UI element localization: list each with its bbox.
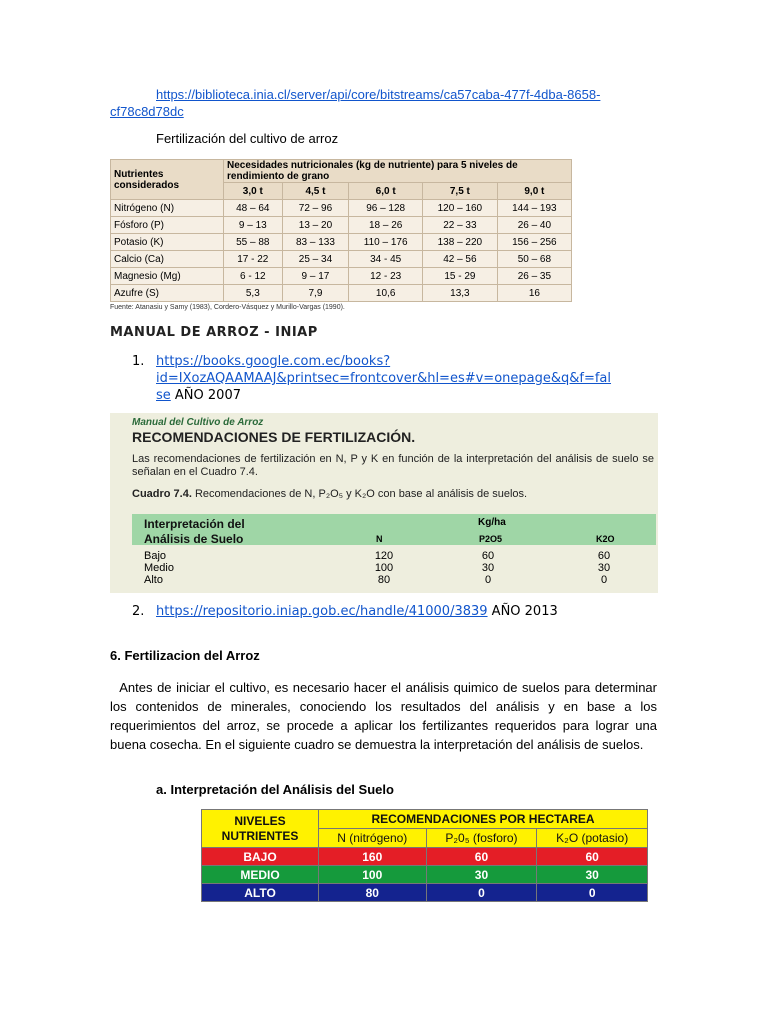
- list-item: [132, 603, 662, 620]
- th-needs: Necesidades nutricionales (kg de nutriente) para 5 niveles de rendimiento de grano: [224, 160, 572, 183]
- cell: 34 - 45: [349, 251, 423, 268]
- th-col: K₂O (potasio): [537, 829, 648, 848]
- th-recommendations: RECOMENDACIONES POR HECTAREA: [319, 810, 648, 829]
- scan-cell: 0: [484, 574, 492, 586]
- th-niveles: [202, 810, 319, 848]
- cell: 100: [319, 866, 427, 884]
- link-inia-line1[interactable]: https://biblioteca.inia.cl/server/api/core/bitstreams/ca57caba-477f-4dba-8658-: [156, 87, 601, 102]
- row-label: Calcio (Ca): [111, 251, 224, 268]
- th-nutrients: Nutrientes considerados: [111, 160, 224, 200]
- th-level: 6,0 t: [349, 183, 423, 200]
- table-row: [111, 285, 572, 302]
- th-line: NUTRIENTES: [221, 828, 299, 843]
- scan-cell: 30: [597, 562, 611, 574]
- manual-title: MANUAL DE ARROZ - INIAP: [110, 325, 318, 340]
- year-text: AÑO 2013: [487, 604, 558, 619]
- row-label: Potasio (K): [111, 234, 224, 251]
- list-number: 1.: [132, 354, 145, 369]
- cell: 17 - 22: [224, 251, 283, 268]
- cell: 144 – 193: [497, 200, 571, 217]
- cell: 72 – 96: [282, 200, 349, 217]
- scanned-recommendations-image: [110, 413, 658, 593]
- scan-cell: 30: [481, 562, 495, 574]
- scan-col-p: P2O5: [479, 534, 503, 544]
- cell: 18 – 26: [349, 217, 423, 234]
- scan-cell: 100: [374, 562, 394, 574]
- table-row: [202, 866, 648, 884]
- subsection-heading: a. Interpretación del Análisis del Suelo: [156, 782, 394, 797]
- scan-header: Manual del Cultivo de Arroz: [132, 417, 264, 428]
- th-col: N (nitrógeno): [319, 829, 427, 848]
- list-number: 2.: [132, 604, 145, 619]
- scan-unit: Kg/ha: [478, 517, 506, 528]
- cell: 0: [537, 884, 648, 902]
- link-line: https://books.google.com.ec/books?: [156, 354, 391, 369]
- cell: 25 – 34: [282, 251, 349, 268]
- table-source: Fuente: Atanasiu y Samy (1983), Cordero-Vásquez y Murillo-Vargas (1990).: [110, 304, 345, 311]
- scan-caption: [132, 488, 654, 500]
- scan-cell: 120: [374, 550, 394, 562]
- cell: 9 – 17: [282, 268, 349, 285]
- scan-cell: 60: [597, 550, 611, 562]
- cell: 55 – 88: [224, 234, 283, 251]
- cell: 16: [497, 285, 571, 302]
- cell: 0: [426, 884, 537, 902]
- scan-interp-heading: [144, 517, 245, 547]
- cell: 10,6: [349, 285, 423, 302]
- table-row: [111, 234, 572, 251]
- cell: 83 – 133: [282, 234, 349, 251]
- interp-line1: Interpretación del: [144, 517, 245, 531]
- cell: 13 – 20: [282, 217, 349, 234]
- cell: 48 – 64: [224, 200, 283, 217]
- cell: 9 – 13: [224, 217, 283, 234]
- row-label: BAJO: [202, 848, 319, 866]
- cell: 60: [537, 848, 648, 866]
- cell: 110 – 176: [349, 234, 423, 251]
- cell: 80: [319, 884, 427, 902]
- row-label: ALTO: [202, 884, 319, 902]
- row-label: Nitrógeno (N): [111, 200, 224, 217]
- cell: 5,3: [224, 285, 283, 302]
- section-heading: 6. Fertilizacion del Arroz: [110, 648, 260, 663]
- caption-label: Cuadro 7.4.: [132, 488, 192, 500]
- caption-text: Recomendaciones de N, P₂O₅ y K₂O con base al análisis de suelos.: [191, 488, 528, 500]
- table-row: [111, 268, 572, 285]
- cell: 96 – 128: [349, 200, 423, 217]
- row-label: Magnesio (Mg): [111, 268, 224, 285]
- th-line: NIVELES: [234, 813, 286, 828]
- cell: 15 - 29: [423, 268, 498, 285]
- subtitle-fertilizacion: Fertilización del cultivo de arroz: [156, 131, 339, 146]
- row-label: Azufre (S): [111, 285, 224, 302]
- table-row: [111, 217, 572, 234]
- interp-line2: Análisis de Suelo: [144, 532, 244, 546]
- cell: 6 - 12: [224, 268, 283, 285]
- row-label: MEDIO: [202, 866, 319, 884]
- cell: 12 - 23: [349, 268, 423, 285]
- cell: 26 – 40: [497, 217, 571, 234]
- nutrient-needs-table-image: [110, 159, 572, 311]
- cell: 42 – 56: [423, 251, 498, 268]
- link-iniap-repository[interactable]: https://repositorio.iniap.gob.ec/handle/41000/3839: [156, 604, 488, 619]
- th-level: 9,0 t: [497, 183, 571, 200]
- paragraph-text: Antes de iniciar el cultivo, es necesario hacer el análisis quimico de suelos para determinar los contenidos de minerales, conociendo los resultados del análisis y en base a los requerimientos del arroz, se procede a aplicar los fertilizantes requeridos para lograr una buena cosecha. En el siguiente cuadro se demuestra la interpretación del análisis de suelos.: [110, 680, 657, 752]
- cell: 13,3: [423, 285, 498, 302]
- cell: 120 – 160: [423, 200, 498, 217]
- scan-cell: 60: [481, 550, 495, 562]
- cell: 22 – 33: [423, 217, 498, 234]
- cell: 138 – 220: [423, 234, 498, 251]
- list-item: [132, 353, 662, 404]
- scan-row-label: Medio: [144, 562, 174, 574]
- soil-analysis-table: [201, 809, 648, 902]
- cell: 60: [426, 848, 537, 866]
- th-level: 3,0 t: [224, 183, 283, 200]
- table-row: [202, 848, 648, 866]
- cell: 7,9: [282, 285, 349, 302]
- source-link-inia: [110, 86, 630, 120]
- link-line: id=IXozAQAAMAAJ&printsec=frontcover&hl=es#v=onepage&q&f=fal: [156, 371, 612, 386]
- scan-paragraph: Las recomendaciones de fertilización en N, P y K en función de la interpretación del análisis de suelo se señalan en el Cuadro 7.4.: [132, 453, 654, 478]
- table-row: [111, 200, 572, 217]
- table-row: [111, 251, 572, 268]
- scan-col-k: K2O: [596, 534, 615, 544]
- scan-title: RECOMENDACIONES DE FERTILIZACIÓN.: [132, 429, 416, 445]
- th-level: 7,5 t: [423, 183, 498, 200]
- table-row: [202, 884, 648, 902]
- row-label: Fósforo (P): [111, 217, 224, 234]
- scan-cell: 0: [600, 574, 608, 586]
- cell: 30: [537, 866, 648, 884]
- cell: 160: [319, 848, 427, 866]
- scan-cell: 80: [377, 574, 391, 586]
- cell: 26 – 35: [497, 268, 571, 285]
- scan-row-label: Bajo: [144, 550, 167, 562]
- nutrient-needs-table: [110, 159, 572, 302]
- link-line: se: [156, 388, 171, 403]
- cell: 50 – 68: [497, 251, 571, 268]
- year-text: AÑO 2007: [170, 388, 241, 403]
- body-paragraph: [110, 678, 657, 754]
- th-col: P₂0₅ (fosforo): [426, 829, 537, 848]
- cell: 30: [426, 866, 537, 884]
- scan-row-label: Alto: [144, 574, 163, 586]
- cell: 156 – 256: [497, 234, 571, 251]
- link-inia-line2[interactable]: cf78c8d78dc: [110, 104, 184, 119]
- th-level: 4,5 t: [282, 183, 349, 200]
- scan-col-n: N: [376, 534, 383, 544]
